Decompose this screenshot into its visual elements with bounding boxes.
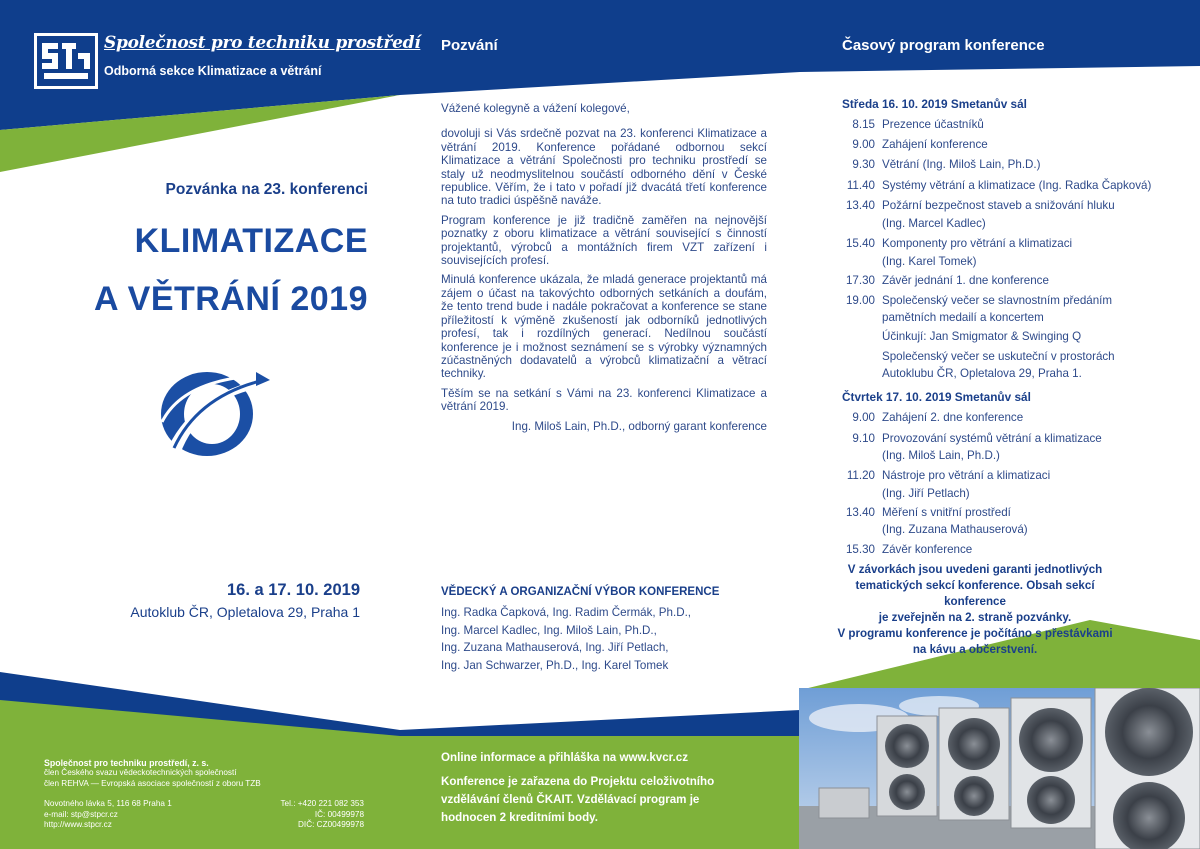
committee-list xyxy=(441,604,691,674)
footer-address: Novotného lávka 5, 116 68 Praha 1 xyxy=(44,799,172,809)
day1-heading: Středa 16. 10. 2019 Smetanův sál xyxy=(842,97,1027,111)
footer-contact xyxy=(44,758,364,830)
letter-signature: Ing. Miloš Lain, Ph.D., odborný garant konference xyxy=(511,419,767,433)
performers: Účinkují: Jan Smigmator & Swinging Q xyxy=(882,330,1082,343)
ckait-line: hodnocen 2 kreditními body. xyxy=(441,810,598,824)
schedule-time: 9.00 xyxy=(852,411,875,424)
footer-member: člen Českého svazu vědeckotechnických společností xyxy=(44,768,237,778)
note-line: V závorkách jsou uvedeni garanti jednotlivých xyxy=(847,563,1103,576)
schedule-time: 17.30 xyxy=(845,274,875,287)
schedule-text: Měření s vnitřní prostředí xyxy=(882,506,1011,519)
footer-tel: Tel.: +420 221 082 353 xyxy=(280,799,364,809)
ckait-line: Konference je zařazena do Projektu celoživotního xyxy=(441,775,715,788)
schedule-text: Společenský večer se slavnostním předáním xyxy=(882,294,1113,307)
schedule-time: 8.15 xyxy=(852,118,875,131)
schedule-text: Systémy větrání a klimatizace (Ing. Radka Čapková) xyxy=(882,179,1152,192)
schedule-text: (Ing. Miloš Lain, Ph.D.) xyxy=(882,449,1000,462)
footer-web[interactable]: http://www.stpcr.cz xyxy=(44,820,112,830)
schedule-text: Zahájení 2. dne konference xyxy=(882,411,1024,424)
hvac-units-photo-icon xyxy=(799,688,1200,849)
committee-line: Ing. Jan Schwarzer, Ph.D., Ing. Karel Tomek xyxy=(441,658,669,672)
footer-row xyxy=(44,820,364,830)
schedule-time: 9.10 xyxy=(852,432,875,445)
schedule-text: (Ing. Marcel Kadlec) xyxy=(882,217,986,230)
schedule-text: (Ing. Zuzana Mathauserová) xyxy=(882,523,1028,536)
committee-line: Ing. Radka Čapková, Ing. Radim Čermák, Ph.D., xyxy=(441,606,692,619)
schedule-time: 11.20 xyxy=(846,469,875,482)
conference-venue: Autoklub ČR, Opletalova 29, Praha 1 xyxy=(130,604,360,620)
note-line: tematických sekcí konference. Obsah sekcí konference xyxy=(855,579,1095,608)
letter-paragraph: Minulá konference ukázala, že mladá generace projektantů má zájem o účast na takovýchto odborných setkáních a doufám, že tento trend bude i nadále pokračovat a konference se stane příležitostí k výměně zkušeností jak odborníků jednotlivých profesí, tak i rozdílných generací. Nedílnou součástí konference je i možnost seznámení se s výrobky významných zúčastněných dodavatelů a výrobců klimatizační a větrací techniky. xyxy=(441,273,767,381)
schedule-time: 15.40 xyxy=(845,237,875,250)
schedule-text: Větrání (Ing. Miloš Lain, Ph.D.) xyxy=(882,158,1041,171)
evening-note: Autoklubu ČR, Opletalova 29, Praha 1. xyxy=(882,367,1082,380)
schedule-text: Provozování systémů větrání a klimatizace xyxy=(882,432,1102,445)
footer-org: Společnost pro techniku prostředí, z. s. xyxy=(44,758,209,768)
schedule-time: 9.30 xyxy=(852,158,875,171)
schedule-text: Prezence účastníků xyxy=(882,118,984,131)
day2-heading: Čtvrtek 17. 10. 2019 Smetanův sál xyxy=(842,390,1031,404)
conference-title-line1: KLIMATIZACE xyxy=(134,222,368,260)
footer-ic: IČ: 00499978 xyxy=(314,809,364,819)
schedule-time: 11.40 xyxy=(846,179,875,192)
footer-email[interactable]: e-mail: stp@stpcr.cz xyxy=(44,809,118,819)
org-subtitle: Odborná sekce Klimatizace a větrání xyxy=(104,64,322,78)
schedule-text: Závěr konference xyxy=(882,543,973,556)
footer-row xyxy=(44,799,364,809)
note-line: je zveřejněn na 2. straně pozvánky. xyxy=(878,611,1072,624)
schedule-notes xyxy=(830,562,1120,658)
evening-note: Společenský večer se uskuteční v prostorách xyxy=(882,350,1115,363)
conference-title-line2: A VĚTRÁNÍ 2019 xyxy=(93,280,368,318)
footer-member: člen REHVA — Evropská asociace společností z oboru TZB xyxy=(44,778,261,788)
ckait-info xyxy=(441,773,791,826)
footer-row xyxy=(44,810,364,820)
note-line: V programu konference je počítáno s přestávkami xyxy=(837,627,1113,640)
footer-dic: DIČ: CZ00499978 xyxy=(298,820,364,830)
letter-paragraph: Program konference je již tradičně zaměřen na nejnovější poznatky z oboru klimatizace a větrání související s činností projektantů, výrobců a montážních firem VZT zařízení i souvisejících profesí. xyxy=(441,213,767,268)
org-name: Společnost pro techniku prostředí xyxy=(104,33,421,53)
invite-line: Pozvánka na 23. konferenci xyxy=(165,181,368,198)
letter-greeting: Vážené kolegyně a vážení kolegové, xyxy=(441,102,630,115)
schedule-text: Zahájení konference xyxy=(882,138,988,151)
invitation-letter xyxy=(441,102,767,433)
committee-title: VĚDECKÝ A ORGANIZAČNÍ VÝBOR KONFERENCE xyxy=(441,586,720,598)
invitation-heading: Pozvání xyxy=(441,37,498,54)
schedule-text: Závěr jednání 1. dne konference xyxy=(882,274,1049,287)
schedule-time: 9.00 xyxy=(852,138,875,151)
online-info[interactable]: Online informace a přihláška na www.kvcr.cz xyxy=(441,751,689,764)
committee-line: Ing. Marcel Kadlec, Ing. Miloš Lain, Ph.D., xyxy=(441,623,657,637)
schedule-time: 15.30 xyxy=(845,543,875,556)
conference-dates: 16. a 17. 10. 2019 xyxy=(226,581,360,599)
schedule-time: 13.40 xyxy=(845,199,875,212)
schedule-text: pamětních medailí a koncertem xyxy=(882,311,1044,324)
schedule-text: Nástroje pro větrání a klimatizaci xyxy=(882,469,1051,482)
conference-emblem-icon xyxy=(152,362,272,460)
letter-paragraph: Těším se na setkání s Vámi na 23. konferenci Klimatizace a větrání 2019. xyxy=(441,386,767,414)
schedule-text: Požární bezpečnost staveb a snižování hluku xyxy=(882,199,1115,212)
letter-paragraph: dovoluji si Vás srdečně pozvat na 23. konferenci Klimatizace a větrání 2019. Konference pořádané odbornou sekcí Klimatizace a větrání Společnosti pro techniku prostředí se staly už neodmyslitelnou součástí odborného dění v České republice. Věřím, že i tato v pořadí již dvacátá třetí konference na tuto tradici úspěšně naváže. xyxy=(441,127,767,208)
ckait-line: vzdělávání členů ČKAIT. Vzdělávací program je xyxy=(441,792,700,806)
note-line: na kávu a občerstvení. xyxy=(912,643,1038,656)
committee-line: Ing. Zuzana Mathauserová, Ing. Jiří Petlach, xyxy=(441,641,669,655)
schedule-text: (Ing. Karel Tomek) xyxy=(882,255,977,268)
program-heading: Časový program konference xyxy=(842,37,1045,54)
schedule-text: Komponenty pro větrání a klimatizaci xyxy=(882,237,1073,250)
schedule-time: 19.00 xyxy=(845,294,875,307)
schedule-time: 13.40 xyxy=(845,506,875,519)
schedule-text: (Ing. Jiří Petlach) xyxy=(882,487,970,500)
stp-logo-icon xyxy=(34,33,98,89)
